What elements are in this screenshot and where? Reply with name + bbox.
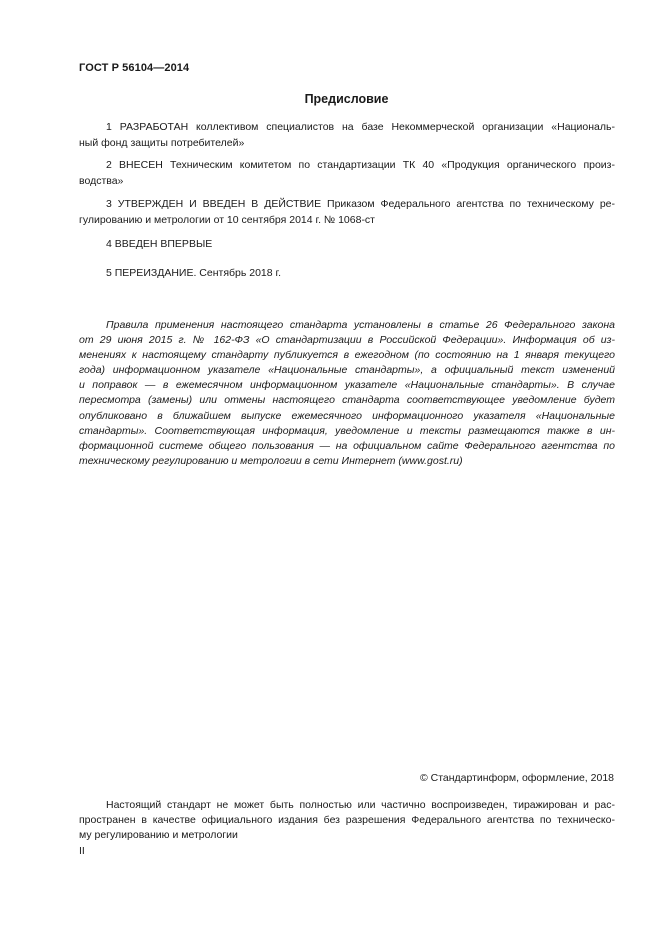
notice-line: и поправок — в ежемесячном информационном указателе «Национальные стандарты». В случае xyxy=(79,379,615,392)
notice-line: опубликовано в ближайшем выпуске ежемесячного информационного указателя «Национальные xyxy=(79,409,615,422)
notice-line: техническому регулированию и метрологии в сети Интернет (www.gost.ru) xyxy=(79,454,463,467)
preface-item-line: ный фонд защиты потребителей» xyxy=(79,137,245,149)
preface-item-4 xyxy=(79,236,615,252)
preface-item-line: 3 УТВЕРЖДЕН И ВВЕДЕН В ДЕЙСТВИЕ Приказом Федерального агентства по техническому ре- xyxy=(106,198,615,210)
preface-item-line: 4 ВВЕДЕН ВПЕРВЫЕ xyxy=(106,238,213,250)
standard-code: ГОСТ Р 56104—2014 xyxy=(79,62,190,74)
preface-item-line: 5 ПЕРЕИЗДАНИЕ. Сентябрь 2018 г. xyxy=(106,267,281,279)
restriction-line: Настоящий стандарт не может быть полностью или частично воспроизведен, тиражирован и рас- xyxy=(106,799,615,811)
notice-line: стандарты». Соответствующая информация, уведомление и тексты размещаются также в ин- xyxy=(79,424,615,437)
preface-item-line: гулированию и метрологии от 10 сентября 2014 г. № 1068-ст xyxy=(79,214,375,226)
notice-line: менениях к настоящему стандарту публикуется в ежегодном (по состоянию на 1 января текущего xyxy=(79,349,615,362)
copyright-notice: © Стандартинформ, оформление, 2018 xyxy=(419,772,614,784)
page-number: II xyxy=(79,845,85,857)
notice-line: пересмотра (замены) или отмены настоящего стандарта соответствующее уведомление будет xyxy=(79,394,615,407)
preface-item-5 xyxy=(79,265,615,281)
preface-item-1 xyxy=(79,119,615,151)
reproduction-restriction xyxy=(79,798,615,843)
restriction-line: пространен в качестве официального издания без разрешения Федерального агентства по техническо- xyxy=(79,814,615,826)
preface-item-3 xyxy=(79,196,615,228)
preface-item-line: водства» xyxy=(79,175,124,187)
preface-item-line: 2 ВНЕСЕН Техническим комитетом по стандартизации ТК 40 «Продукция органического произ- xyxy=(106,159,615,171)
notice-line: формационной системе общего пользования — на официальном сайте Федерального агентства по xyxy=(79,439,615,452)
notice-line: от 29 июня 2015 г. № 162-ФЗ «О стандартизации в Российской Федерации». Информация об из- xyxy=(79,334,615,347)
standard-application-notice xyxy=(79,318,615,469)
notice-line: года) информационном указателе «Национальные стандарты», а официальный текст изменений xyxy=(79,364,615,377)
restriction-line: му регулированию и метрологии xyxy=(79,829,238,841)
preface-title: Предисловие xyxy=(304,92,389,106)
preface-item-line: 1 РАЗРАБОТАН коллективом специалистов на базе Некоммерческой организации «Националь- xyxy=(106,121,615,133)
notice-line: Правила применения настоящего стандарта установлены в статье 26 Федерального закона xyxy=(106,319,615,331)
preface-item-2 xyxy=(79,157,615,189)
